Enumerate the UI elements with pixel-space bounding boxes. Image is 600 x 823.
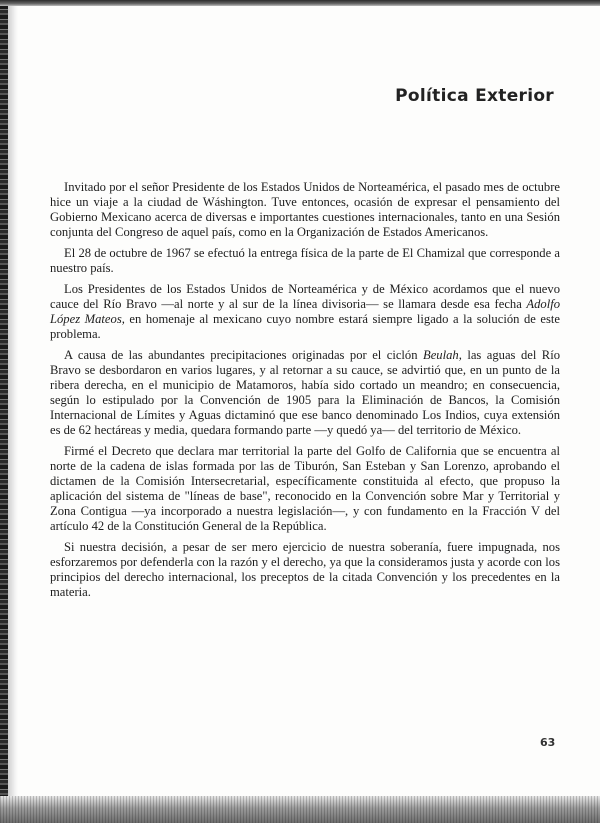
paragraph-visit: Invitado por el señor Presidente de los Estados Unidos de Norteamérica, el pasado mes de octubre hice un viaje a la ciudad de Wáshington. Tuve entonces, ocasión de expresar el pensamiento del Gobierno Mexicano acerca de diversas e importantes cuestiones internacionales, tanto en una Sesión conjunta del Congreso de aquel país, como en la Organización de Estados Americanos. [50, 180, 560, 239]
scan-top-edge [0, 0, 600, 6]
paragraph-chamizal: El 28 de octubre de 1967 se efectuó la entrega física de la parte de El Chamizal que corresponde a nuestro país. [50, 246, 560, 275]
paragraph-text: en homenaje al mexicano cuyo nombre estará siempre ligado a la solución de este problema. [50, 312, 560, 341]
scan-binding-edge [0, 0, 8, 823]
section-title: Política Exterior [395, 86, 554, 106]
paragraph-text: A causa de las abundantes precipitaciones originadas por el ciclón [64, 348, 424, 362]
scan-binding-shadow [8, 0, 18, 823]
body-text [50, 180, 560, 606]
paragraph-soberania: Si nuestra decisión, a pesar de ser mero ejercicio de nuestra soberanía, fuere impugnada, nos esforzaremos por defenderla con la razón y el derecho, ya que la consideramos justa y acorde con los principios del derecho internacional, los preceptos de la citada Convención y los precedentes en la materia. [50, 540, 560, 599]
paragraph-text: las aguas del Río Bravo se desbordaron en varios lugares, y al retornar a su cauce, se advirtió que, en un punto de la ribera derecha, en el municipio de Matamoros, había sido cortado un meandro; en consecuencia, según lo estipulado por la Convención de 1905 para la Eliminación de Bancos, la Comisión Internacional de Límites y Aguas dictaminó que ese banco denominado Los Indios, cuya extensión es de 62 hectáreas y media, quedara formando parte —y quedó ya— del territorio de México. [50, 348, 560, 437]
italic-name: Beulah, [423, 348, 462, 362]
page-number: 63 [540, 736, 556, 749]
paragraph-text: Los Presidentes de los Estados Unidos de Norteamérica y de México acordamos que el nuevo cauce del Río Bravo —al norte y al sur de la línea divisoria— se llamara desde esa fecha [50, 282, 560, 311]
italic-name: Adolfo López Mateos, [50, 297, 560, 326]
paragraph-beulah [50, 348, 560, 438]
paragraph-golfo-california: Firmé el Decreto que declara mar territorial la parte del Golfo de California que se encuentra al norte de la cadena de islas formada por las de Tiburón, San Esteban y San Lorenzo, aprobando el dictamen de la Comisión Intersecretarial, específicamente constituida al efecto, que propuso la aplicación del sistema de "líneas de base", reconocido en la Convención sobre Mar y Territorial y Zona Contigua —ya incorporado a nuestra legislación—, y con fundamento en la Fracción V del artículo 42 de la Constitución General de la República. [50, 444, 560, 533]
paragraph-rio-bravo [50, 282, 560, 342]
scan-bottom-edge [0, 796, 600, 823]
